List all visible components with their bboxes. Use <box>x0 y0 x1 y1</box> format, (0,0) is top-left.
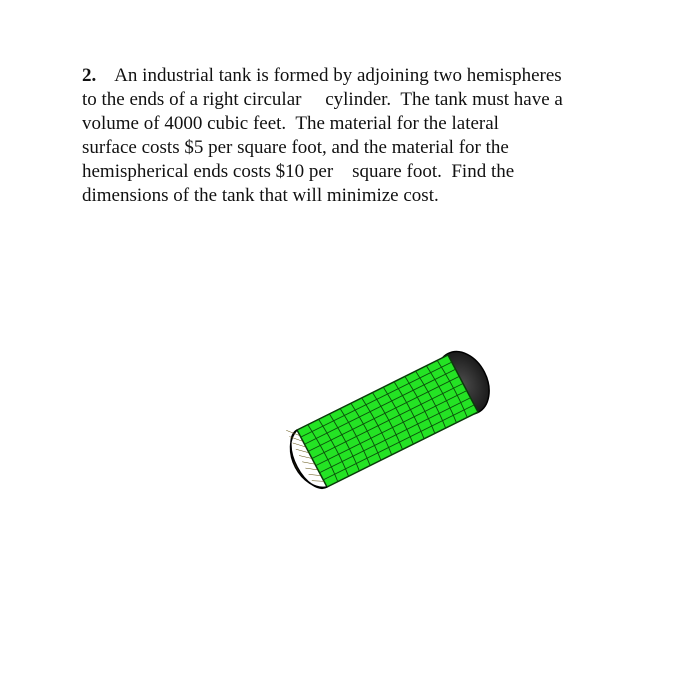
tank-cylinder <box>297 355 478 487</box>
problem-line-2: to the ends of a right circular cylinder. The tank must have a <box>82 89 563 110</box>
problem-line-4: surface costs $5 per square foot, and the material for the <box>82 137 509 158</box>
problem-line-5: hemispherical ends costs $10 per square foot. Find the <box>82 161 515 182</box>
cap-hatch-line <box>309 474 321 475</box>
problem-line-1: 2. An industrial tank is formed by adjoining two hemispheres <box>82 65 562 86</box>
cap-hatch-line <box>305 468 318 470</box>
cap-hatch-line <box>312 481 324 482</box>
problem-number: 2. <box>82 65 97 86</box>
problem-line-3: volume of 4000 cubic feet. The material for the lateral <box>82 113 499 134</box>
problem-line-6: dimensions of the tank that will minimize cost. <box>82 185 439 206</box>
